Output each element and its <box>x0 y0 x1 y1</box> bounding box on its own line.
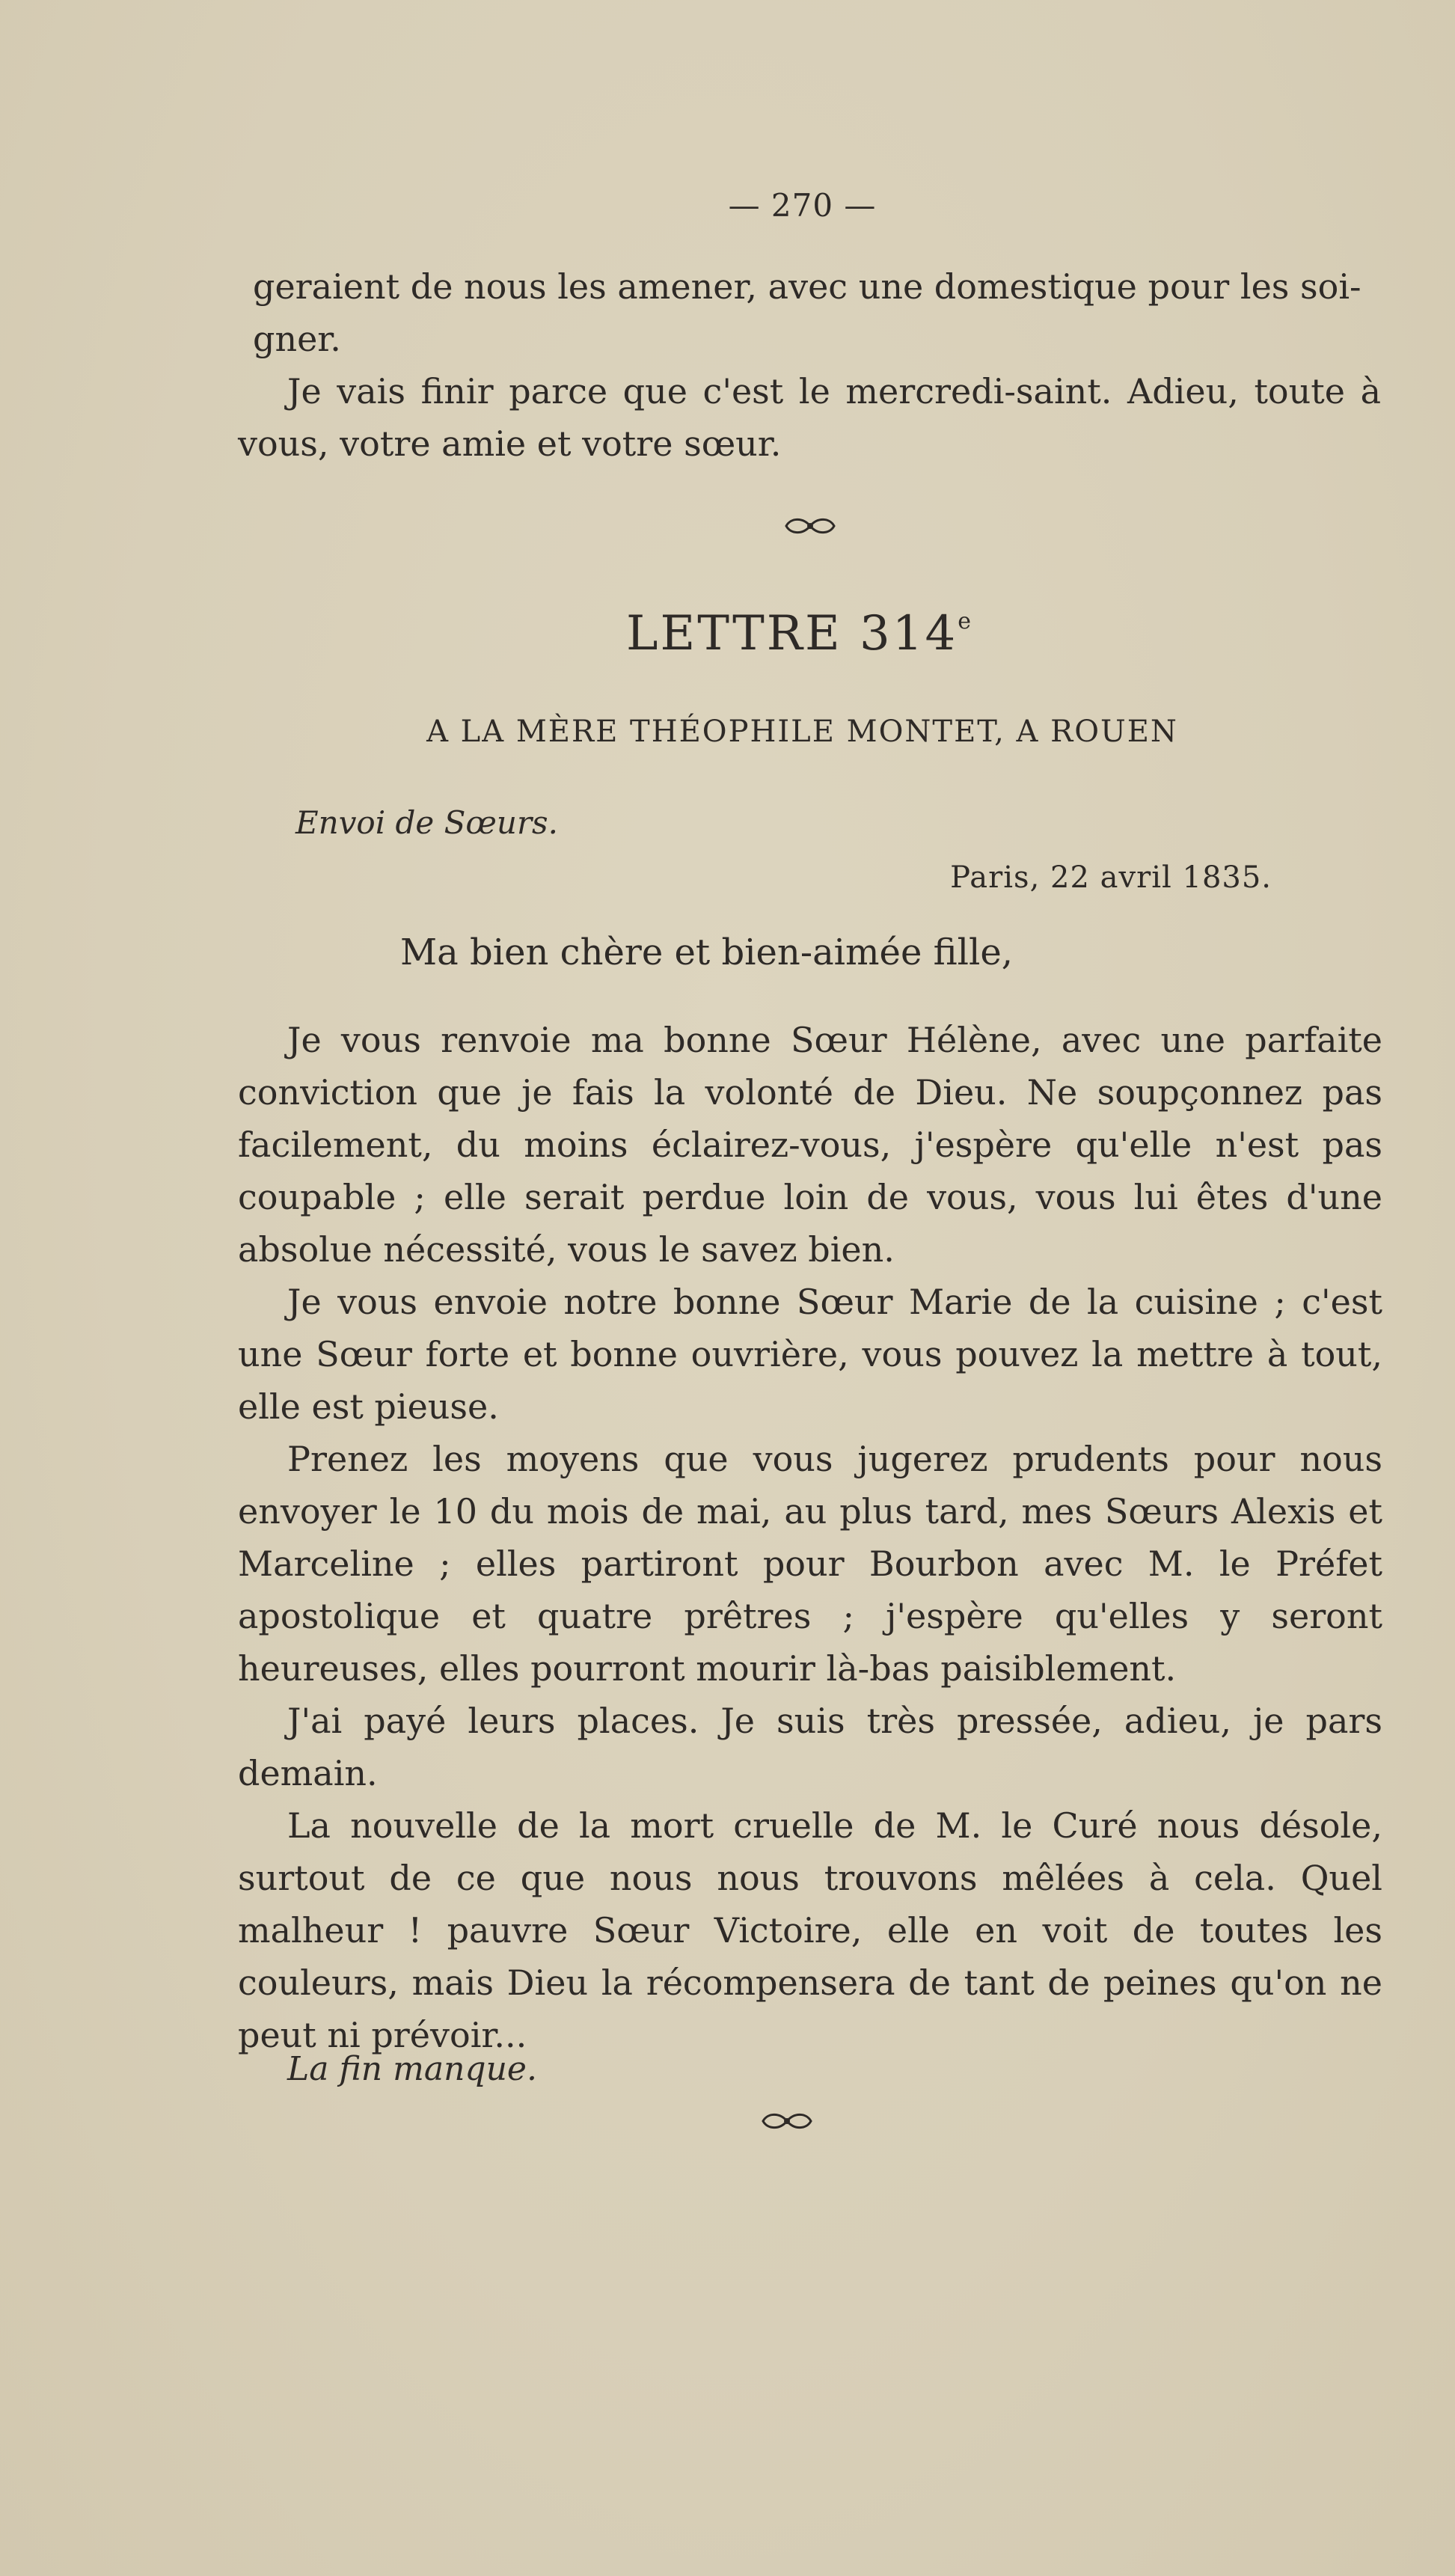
continued-line: geraient de nous les amener, avec une domestique pour les soi- <box>253 266 1361 307</box>
body-paragraph: La nouvelle de la mort cruelle de M. le Curé nous désole, surtout de ce que nous nous trouvons mêlées à cela. Quel malheur ! pauvre Sœur Victoire, elle en voit de toutes les couleurs, mais Dieu la récompensera de tant de peines qu'on ne peut ni prévoir... <box>238 1805 1382 2055</box>
letter-body <box>238 1014 1382 2061</box>
letter-title-text: LETTRE 314 <box>626 606 958 661</box>
letter-subject: Envoi de Sœurs. <box>295 804 558 841</box>
letter-title-superscript: e <box>958 608 971 634</box>
body-paragraph: Je vous renvoie ma bonne Sœur Hélène, avec une parfaite conviction que je fais la volonté de Dieu. Ne soupçonnez pas facilement, du moins éclairez-vous, j'espère qu'elle n'est pas coupable ; elle serait perdue loin de vous, vous lui êtes d'une absolue nécessité, vous le savez bien. <box>238 1020 1382 1270</box>
body-paragraph: J'ai payé leurs places. Je suis très pressée, adieu, je pars demain. <box>238 1701 1382 1793</box>
body-paragraph: Prenez les moyens que vous jugerez prudents pour nous envoyer le 10 du mois de mai, au plus tard, mes Sœurs Alexis et Marceline ; elles partiront pour Bourbon avec M. le Préfet apostolique et quatre prêtres ; j'espère qu'elles y seront heureuses, elles pourront mourir là-bas paisiblement. <box>238 1439 1382 1689</box>
fleuron-ornament-icon <box>780 515 840 537</box>
fleuron-ornament-icon <box>757 2110 817 2132</box>
page-number: — 270 — <box>728 187 877 224</box>
letter-salutation: Ma bien chère et bien-aimée fille, <box>400 931 1013 973</box>
letter-dateline: Paris, 22 avril 1835. <box>950 860 1272 895</box>
letter-closing-note: La fin manque. <box>287 2050 537 2088</box>
previous-letter-closing: Je vais finir parce que c'est le mercredi-saint. Adieu, toute à vous, votre amie et votre sœur. <box>238 371 1381 464</box>
body-paragraph: Je vous envoie notre bonne Sœur Marie de la cuisine ; c'est une Sœur forte et bonne ouvrière, vous pouvez la mettre à tout, elle est pieuse. <box>238 1282 1382 1427</box>
letter-title <box>71 606 1455 661</box>
continued-line-end: gner. <box>253 319 341 359</box>
previous-letter-ending <box>238 260 1381 470</box>
letter-recipient: A LA MÈRE THÉOPHILE MONTET, A ROUEN <box>426 715 1178 749</box>
